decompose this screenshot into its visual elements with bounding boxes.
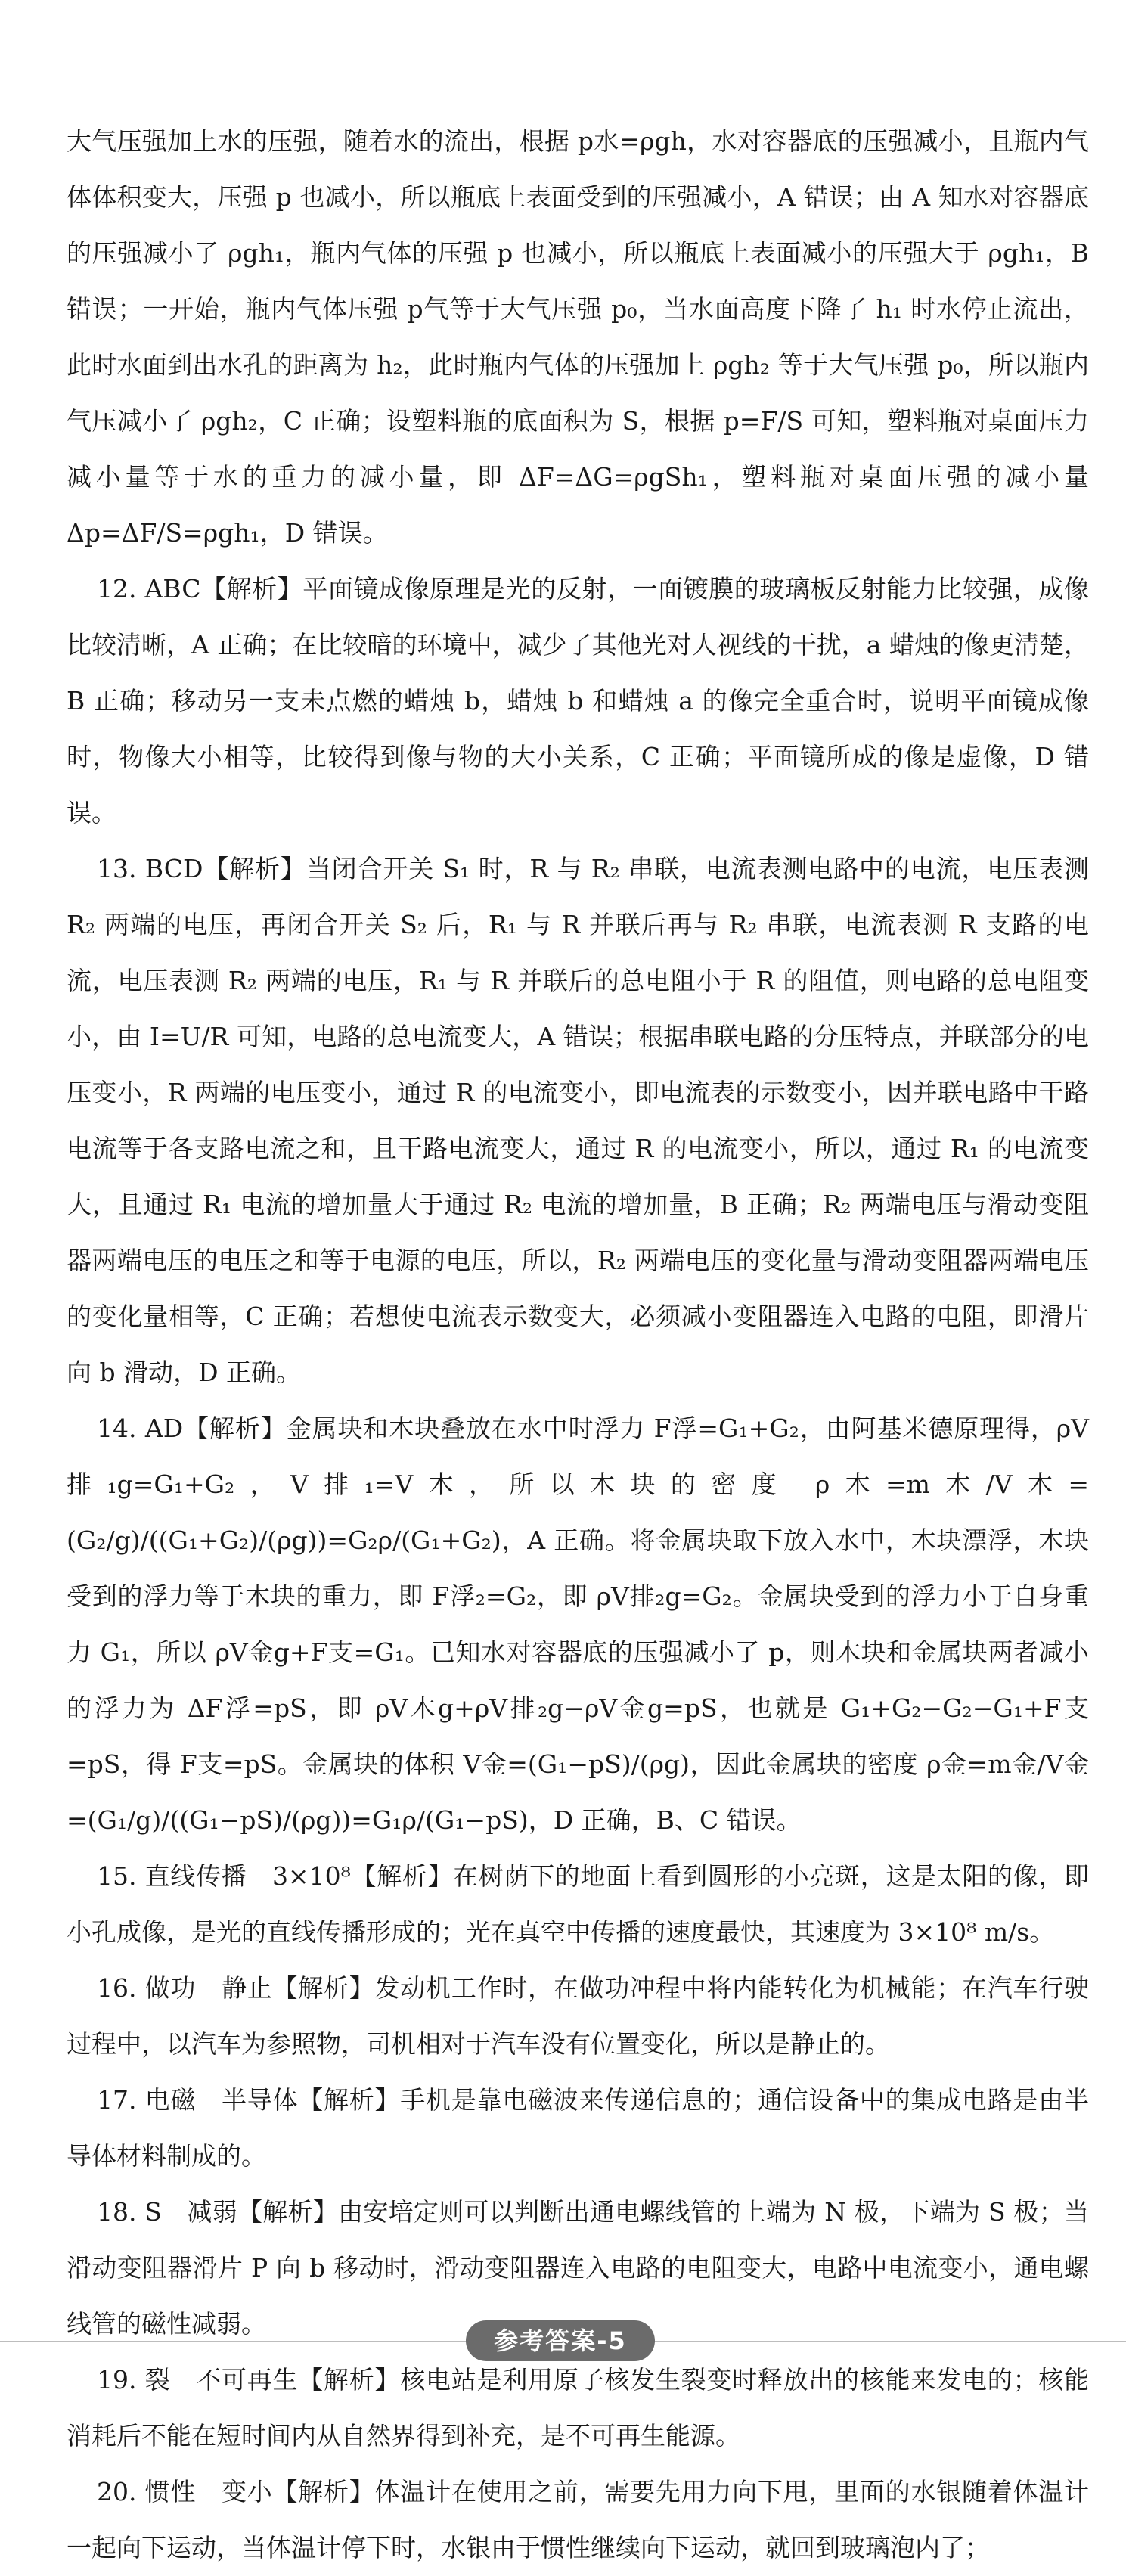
answer-paragraph-12: 12. ABC【解析】平面镜成像原理是光的反射，一面镀膜的玻璃板反射能力比较强，成像比较清晰，A 正确；在比较暗的环境中，减少了其他光对人视线的干扰，a 蜡烛的像更清楚，B 正确；移动另一支未点燃的蜡烛 b，蜡烛 b 和蜡烛 a 的像完全重合时，说明平面镜成像时，物像大小相等，比较得到像与物的大小关系，C 正确；平面镜所成的像是虚像，D 错误。	[67, 574, 1089, 827]
answer-paragraph-18: 18. S 减弱【解析】由安培定则可以判断出通电螺线管的上端为 N 极，下端为 S 极；当滑动变阻器滑片 P 向 b 移动时，滑动变阻器连入电路的电阻变大，电路中电流变小，通电螺线管的磁性减弱。	[67, 2197, 1089, 2339]
answer-paragraph-16: 16. 做功 静止【解析】发动机工作时，在做功冲程中将内能转化为机械能；在汽车行驶过程中，以汽车为参照物，司机相对于汽车没有位置变化，所以是静止的。	[67, 1973, 1089, 2059]
answer-paragraph-20: 20. 惯性 变小【解析】体温计在使用之前，需要先用力向下甩，里面的水银随着体温计一起向下运动，当体温计停下时，水银由于惯性继续向下运动，就回到玻璃泡内了；	[67, 2477, 1089, 2562]
answer-paragraph-15: 15. 直线传播 3×10⁸【解析】在树荫下的地面上看到圆形的小亮斑，这是太阳的像，即小孔成像，是光的直线传播形成的；光在真空中传播的速度最快，其速度为 3×10⁸ m/s。	[67, 1861, 1089, 1947]
answer-paragraph-14: 14. AD【解析】金属块和木块叠放在水中时浮力 F浮=G₁+G₂，由阿基米德原理得，ρV排₁g=G₁+G₂，V排₁=V木，所以木块的密度 ρ木=m木/V木=(G₂/g)/((G₁+G₂)/(ρg))=G₂ρ/(G₁+G₂)，A 正确。将金属块取下放入水中，木块漂浮，木块受到的浮力等于木块的重力，即 F浮₂=G₂，即 ρV排₂g=G₂。金属块受到的浮力小于自身重力 G₁，所以 ρV金g+F支=G₁。已知水对容器底的压强减小了 p，则木块和金属块两者减小的浮力为 ΔF浮=pS，即 ρV木g+ρV排₂g−ρV金g=pS，也就是 G₁+G₂−G₂−G₁+F支=pS，得 F支=pS。金属块的体积 V金=(G₁−pS)/(ρg)，因此金属块的密度 ρ金=m金/V金=(G₁/g)/((G₁−pS)/(ρg))=G₁ρ/(G₁−pS)，D 正确，B、C 错误。	[67, 1414, 1089, 1835]
answer-paragraph-11-continued: 大气压强加上水的压强，随着水的流出，根据 p水=ρgh，水对容器底的压强减小，且瓶内气体体积变大，压强 p 也减小，所以瓶底上表面受到的压强减小，A 错误；由 A 知水对容器底的压强减小了 ρgh₁，瓶内气体的压强 p 也减小，所以瓶底上表面减小的压强大于 ρgh₁，B 错误；一开始，瓶内气体压强 p气等于大气压强 p₀，当水面高度下降了 h₁ 时水停止流出，此时水面到出水孔的距离为 h₂，此时瓶内气体的压强加上 ρgh₂ 等于大气压强 p₀，所以瓶内气压减小了 ρgh₂，C 正确；设塑料瓶的底面积为 S，根据 p=F/S 可知，塑料瓶对桌面压力减小量等于水的重力的减小量，即 ΔF=ΔG=ρgSh₁，塑料瓶对桌面压强的减小量 Δp=ΔF/S=ρgh₁，D 错误。	[67, 126, 1089, 548]
answer-content	[67, 113, 1089, 2576]
answer-paragraph-17: 17. 电磁 半导体【解析】手机是靠电磁波来传递信息的；通信设备中的集成电路是由半导体材料制成的。	[67, 2085, 1089, 2171]
answer-paragraph-13: 13. BCD【解析】当闭合开关 S₁ 时，R 与 R₂ 串联，电流表测电路中的电流，电压表测 R₂ 两端的电压，再闭合开关 S₂ 后，R₁ 与 R 并联后再与 R₂ 串联，电流表测 R 支路的电流，电压表测 R₂ 两端的电压，R₁ 与 R 并联后的总电阻小于 R 的阻值，则电路的总电阻变小，由 I=U/R 可知，电路的总电流变大，A 错误；根据串联电路的分压特点，并联部分的电压变小，R 两端的电压变小，通过 R 的电流变小，即电流表的示数变小，因并联电路中干路电流等于各支路电流之和，且干路电流变大，通过 R 的电流变小，所以，通过 R₁ 的电流变大，且通过 R₁ 电流的增加量大于通过 R₂ 电流的增加量，B 正确；R₂ 两端电压与滑动变阻器两端电压的电压之和等于电源的电压，所以，R₂ 两端电压的变化量与滑动变阻器两端电压的变化量相等，C 正确；若想使电流表示数变大，必须减小变阻器连入电路的电阻，即滑片向 b 滑动，D 正确。	[67, 854, 1089, 1387]
answer-paragraph-19: 19. 裂 不可再生【解析】核电站是利用原子核发生裂变时释放出的核能来发电的；核能消耗后不能在短时间内从自然界得到补充，是不可再生能源。	[67, 2365, 1089, 2450]
page-number-badge: 参考答案-5	[466, 2320, 655, 2361]
